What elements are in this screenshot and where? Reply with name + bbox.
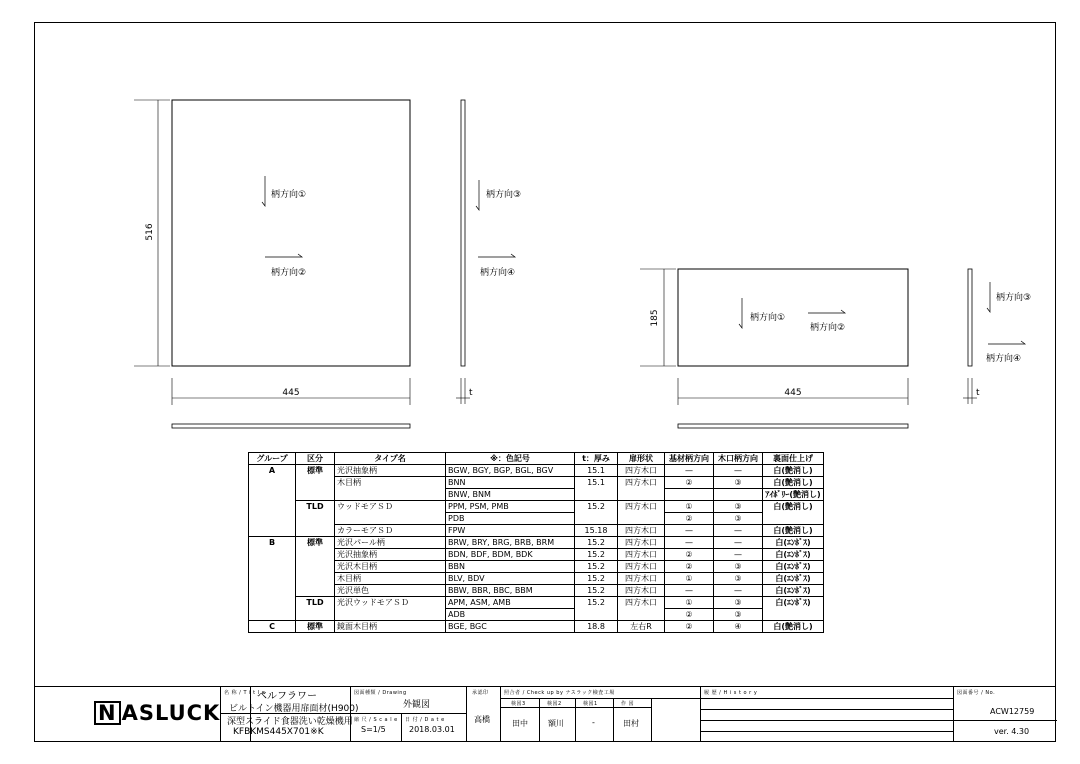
table-cell: 白(艶消し) xyxy=(763,525,824,537)
title-main: ベルフラワー xyxy=(257,691,317,702)
table-cell: ② xyxy=(665,477,714,489)
table-cell: 光沢木目柄 xyxy=(335,561,446,573)
table-cell: 18.8 xyxy=(575,621,618,633)
table-cell: B xyxy=(249,537,296,549)
table-cell xyxy=(575,489,618,501)
table-cell: 白(艶消し) xyxy=(763,465,824,477)
table-cell: BBW, BBR, BBC, BBM xyxy=(446,585,575,597)
table-cell: ③ xyxy=(714,501,763,513)
dim-t-small: t xyxy=(976,388,980,398)
dim-185: 185 xyxy=(650,309,660,327)
table-cell: 15.2 xyxy=(575,561,618,573)
table-cell: 光沢単色 xyxy=(335,585,446,597)
number-label: 図面番号 / No. xyxy=(957,690,996,696)
table-row xyxy=(249,549,824,561)
table-cell xyxy=(618,489,665,501)
table-cell xyxy=(296,549,335,561)
table-cell: TLD xyxy=(296,597,335,609)
table-row xyxy=(249,585,824,597)
check-sub-3: 検図1 xyxy=(583,701,598,707)
table-cell: 左右R xyxy=(618,621,665,633)
label-grain-1-small: 柄方向① xyxy=(750,313,786,323)
table-cell: — xyxy=(665,585,714,597)
table-row xyxy=(249,513,824,525)
table-cell xyxy=(296,513,335,525)
number-cell xyxy=(953,687,1056,742)
grain-arrow-4-small-icon xyxy=(988,341,1025,344)
title-line3: 深型スライド食器洗い乾燥機用 xyxy=(227,717,353,727)
table-cell: 15.2 xyxy=(575,549,618,561)
table-cell xyxy=(249,501,296,513)
table-cell: BNW, BNM xyxy=(446,489,575,501)
table-row xyxy=(249,609,824,621)
table-cell xyxy=(296,525,335,537)
label-grain-4-small: 柄方向④ xyxy=(986,354,1022,364)
table-cell: BDN, BDF, BDM, BDK xyxy=(446,549,575,561)
label-grain-2-small: 柄方向② xyxy=(810,323,846,333)
table-cell xyxy=(618,609,665,621)
table-cell: 四方木口 xyxy=(618,585,665,597)
table-cell: ③ xyxy=(714,513,763,525)
title-line2: ビルトイン機器用扉面材(H900) xyxy=(229,704,359,714)
table-cell: 四方木口 xyxy=(618,537,665,549)
table-cell: — xyxy=(714,537,763,549)
table-row xyxy=(249,573,824,585)
history-cell xyxy=(700,687,953,742)
approve-cell xyxy=(466,687,500,742)
table-cell xyxy=(249,597,296,609)
grain-arrow-2-small-icon xyxy=(808,310,845,313)
table-row xyxy=(249,489,824,501)
table-cell: — xyxy=(714,549,763,561)
table-cell xyxy=(249,561,296,573)
title-line4: KFBKMS445X701※K xyxy=(233,727,324,737)
table-cell: — xyxy=(714,465,763,477)
table-cell: 15.2 xyxy=(575,537,618,549)
spec-header-cell: 木口柄方向 xyxy=(714,453,763,465)
table-cell: 白(ｴﾝﾎﾞｽ) xyxy=(763,573,824,585)
version-value: ver. 4.30 xyxy=(994,727,1030,736)
check-sub-1: 検図3 xyxy=(511,701,526,707)
table-cell xyxy=(296,573,335,585)
spec-header-row xyxy=(249,453,824,465)
table-row xyxy=(249,537,824,549)
table-cell: 木目柄 xyxy=(335,573,446,585)
small-panel-front xyxy=(678,269,908,366)
table-cell: C xyxy=(249,621,296,633)
table-cell: 標準 xyxy=(296,465,335,477)
table-cell: 15.2 xyxy=(575,585,618,597)
table-cell: ④ xyxy=(714,621,763,633)
label-grain-3-small: 柄方向③ xyxy=(996,293,1032,303)
table-cell: ③ xyxy=(714,561,763,573)
grain-arrow-1-small-icon xyxy=(739,298,742,328)
table-cell xyxy=(763,609,824,621)
table-cell: 標準 xyxy=(296,621,335,633)
spec-header-cell: 区分 xyxy=(296,453,335,465)
table-cell: 木目柄 xyxy=(335,477,446,489)
table-cell xyxy=(249,609,296,621)
nasluck-logo: N ASLUCK xyxy=(94,701,220,725)
dim-445-large: 445 xyxy=(282,388,300,398)
label-grain-1: 柄方向① xyxy=(271,190,307,200)
table-cell: 光沢抽象柄 xyxy=(335,549,446,561)
table-cell xyxy=(296,585,335,597)
table-cell: 白(ｴﾝﾎﾞｽ) xyxy=(763,537,824,549)
table-cell xyxy=(249,477,296,489)
scale-label: 縮 尺 / S c a l e xyxy=(354,717,398,723)
date-label: 日 付 / D a t e xyxy=(405,717,445,723)
table-cell xyxy=(296,489,335,501)
table-cell: ③ xyxy=(714,609,763,621)
table-cell: 白(ｴﾝﾎﾞｽ) xyxy=(763,585,824,597)
table-cell xyxy=(763,513,824,525)
table-cell: 白(艶消し) xyxy=(763,621,824,633)
table-cell xyxy=(618,513,665,525)
table-cell: ② xyxy=(665,513,714,525)
table-cell xyxy=(249,525,296,537)
table-row xyxy=(249,465,824,477)
table-cell: 白(ｴﾝﾎﾞｽ) xyxy=(763,597,824,609)
table-cell: — xyxy=(665,537,714,549)
spec-header-cell: ※：色記号 xyxy=(446,453,575,465)
table-cell: 四方木口 xyxy=(618,597,665,609)
table-cell: ② xyxy=(665,561,714,573)
table-row xyxy=(249,621,824,633)
check-label: 照合者 / Check up by ナスラック檢査工場 xyxy=(504,690,615,696)
table-cell: 15.2 xyxy=(575,501,618,513)
table-cell xyxy=(249,489,296,501)
table-cell: ③ xyxy=(714,573,763,585)
table-cell: BNN xyxy=(446,477,575,489)
table-cell: 四方木口 xyxy=(618,477,665,489)
table-cell: 光沢ウッドモアＳＤ xyxy=(335,597,446,609)
spec-header-cell: タイプ名 xyxy=(335,453,446,465)
table-cell: 15.2 xyxy=(575,597,618,609)
table-cell: カラーモアＳＤ xyxy=(335,525,446,537)
table-cell: ② xyxy=(665,621,714,633)
table-cell: APM, ASM, AMB xyxy=(446,597,575,609)
table-cell: BBN xyxy=(446,561,575,573)
table-cell: ウッドモアＳＤ xyxy=(335,501,446,513)
table-row xyxy=(249,501,824,513)
table-cell: FPW xyxy=(446,525,575,537)
table-cell: 光沢パール柄 xyxy=(335,537,446,549)
check-value-1: 田中 xyxy=(512,719,528,728)
spec-header-cell: 扉形状 xyxy=(618,453,665,465)
table-cell: 標準 xyxy=(296,537,335,549)
table-cell: ③ xyxy=(714,477,763,489)
table-row xyxy=(249,477,824,489)
table-cell: 白(ｴﾝﾎﾞｽ) xyxy=(763,561,824,573)
table-cell: 白(艶消し) xyxy=(763,477,824,489)
table-cell xyxy=(249,585,296,597)
drawing-info-cell xyxy=(350,687,466,742)
drawing-value: 外観図 xyxy=(403,700,431,710)
spec-header-cell: 裏面仕上げ xyxy=(763,453,824,465)
table-cell: 光沢抽象柄 xyxy=(335,465,446,477)
grain-arrow-1-icon xyxy=(262,176,265,206)
table-cell: BLV, BDV xyxy=(446,573,575,585)
label-grain-2: 柄方向② xyxy=(271,268,307,278)
table-cell xyxy=(296,609,335,621)
table-cell xyxy=(575,513,618,525)
label-grain-3: 柄方向③ xyxy=(486,190,522,200)
table-cell: ADB xyxy=(446,609,575,621)
title-cell xyxy=(220,687,359,742)
table-cell: ② xyxy=(665,549,714,561)
check-value-2: 額川 xyxy=(548,719,564,728)
table-cell: BRW, BRY, BRG, BRB, BRM xyxy=(446,537,575,549)
table-cell: ① xyxy=(665,597,714,609)
grain-arrow-4-icon xyxy=(478,254,515,257)
table-cell: 15.1 xyxy=(575,465,618,477)
number-value: ACW12759 xyxy=(990,707,1035,716)
table-cell xyxy=(714,489,763,501)
table-row xyxy=(249,561,824,573)
table-cell: ｱｲﾎﾞﾘｰ(艶消し) xyxy=(763,489,824,501)
scale-value: S=1/5 xyxy=(361,725,386,734)
table-cell: 四方木口 xyxy=(618,525,665,537)
date-value: 2018.03.01 xyxy=(409,725,455,734)
table-cell: ① xyxy=(665,573,714,585)
dim-445-small: 445 xyxy=(784,388,802,398)
table-cell: 四方木口 xyxy=(618,561,665,573)
table-cell xyxy=(575,609,618,621)
table-cell: ① xyxy=(665,501,714,513)
table-cell: PPM, PSM, PMB xyxy=(446,501,575,513)
table-cell: 鏡面木目柄 xyxy=(335,621,446,633)
table-cell: 15.2 xyxy=(575,573,618,585)
label-grain-4: 柄方向④ xyxy=(480,268,516,278)
large-panel-side xyxy=(461,100,465,366)
table-cell: ② xyxy=(665,609,714,621)
table-cell xyxy=(296,477,335,489)
table-cell: 15.18 xyxy=(575,525,618,537)
check-value-3: - xyxy=(592,718,595,727)
table-cell: — xyxy=(665,465,714,477)
table-cell: PDB xyxy=(446,513,575,525)
table-cell: 四方木口 xyxy=(618,501,665,513)
table-cell: 四方木口 xyxy=(618,465,665,477)
check-value-4: 田村 xyxy=(623,719,639,728)
table-cell: 15.1 xyxy=(575,477,618,489)
table-cell: A xyxy=(249,465,296,477)
grain-arrow-2-icon xyxy=(265,254,302,257)
table-cell: BGE, BGC xyxy=(446,621,575,633)
small-panel-side xyxy=(968,269,972,366)
spec-header-cell: グループ xyxy=(249,453,296,465)
spec-header-cell: 基材柄方向 xyxy=(665,453,714,465)
grain-arrow-3-icon xyxy=(476,180,479,210)
check-sub-2: 検図2 xyxy=(547,701,562,707)
table-row xyxy=(249,597,824,609)
table-row xyxy=(249,525,824,537)
table-cell xyxy=(249,573,296,585)
approve-value: 高橋 xyxy=(474,715,490,724)
table-cell xyxy=(335,609,446,621)
spec-header-cell: t：厚み xyxy=(575,453,618,465)
title-label: 名 称 / T i t l e xyxy=(224,690,266,696)
table-cell: 四方木口 xyxy=(618,573,665,585)
table-cell: 白(艶消し) xyxy=(763,501,824,513)
table-cell: 四方木口 xyxy=(618,549,665,561)
dim-516: 516 xyxy=(145,223,155,241)
check-sub-4: 作 図 xyxy=(621,701,635,707)
table-cell: ③ xyxy=(714,597,763,609)
large-panel-front xyxy=(172,100,410,366)
table-cell xyxy=(335,489,446,501)
table-cell: 白(ｴﾝﾎﾞｽ) xyxy=(763,549,824,561)
history-label: 履 歴 / H i s t o r y xyxy=(704,690,758,696)
grain-arrow-3-small-icon xyxy=(987,282,990,312)
approve-label: 承認印 xyxy=(472,690,489,696)
check-cell xyxy=(500,687,700,742)
table-cell xyxy=(249,513,296,525)
spec-body xyxy=(249,465,824,633)
title-block xyxy=(34,686,1056,742)
table-cell xyxy=(296,561,335,573)
table-cell xyxy=(335,513,446,525)
table-cell: TLD xyxy=(296,501,335,513)
table-cell: BGW, BGY, BGP, BGL, BGV xyxy=(446,465,575,477)
dim-t-large: t xyxy=(469,388,473,398)
table-cell xyxy=(665,489,714,501)
drawing-label: 図面種類 / Drawing xyxy=(354,690,407,696)
table-cell: — xyxy=(714,585,763,597)
table-cell: — xyxy=(665,525,714,537)
spec-table xyxy=(248,452,824,633)
table-cell: — xyxy=(714,525,763,537)
table-cell xyxy=(249,549,296,561)
